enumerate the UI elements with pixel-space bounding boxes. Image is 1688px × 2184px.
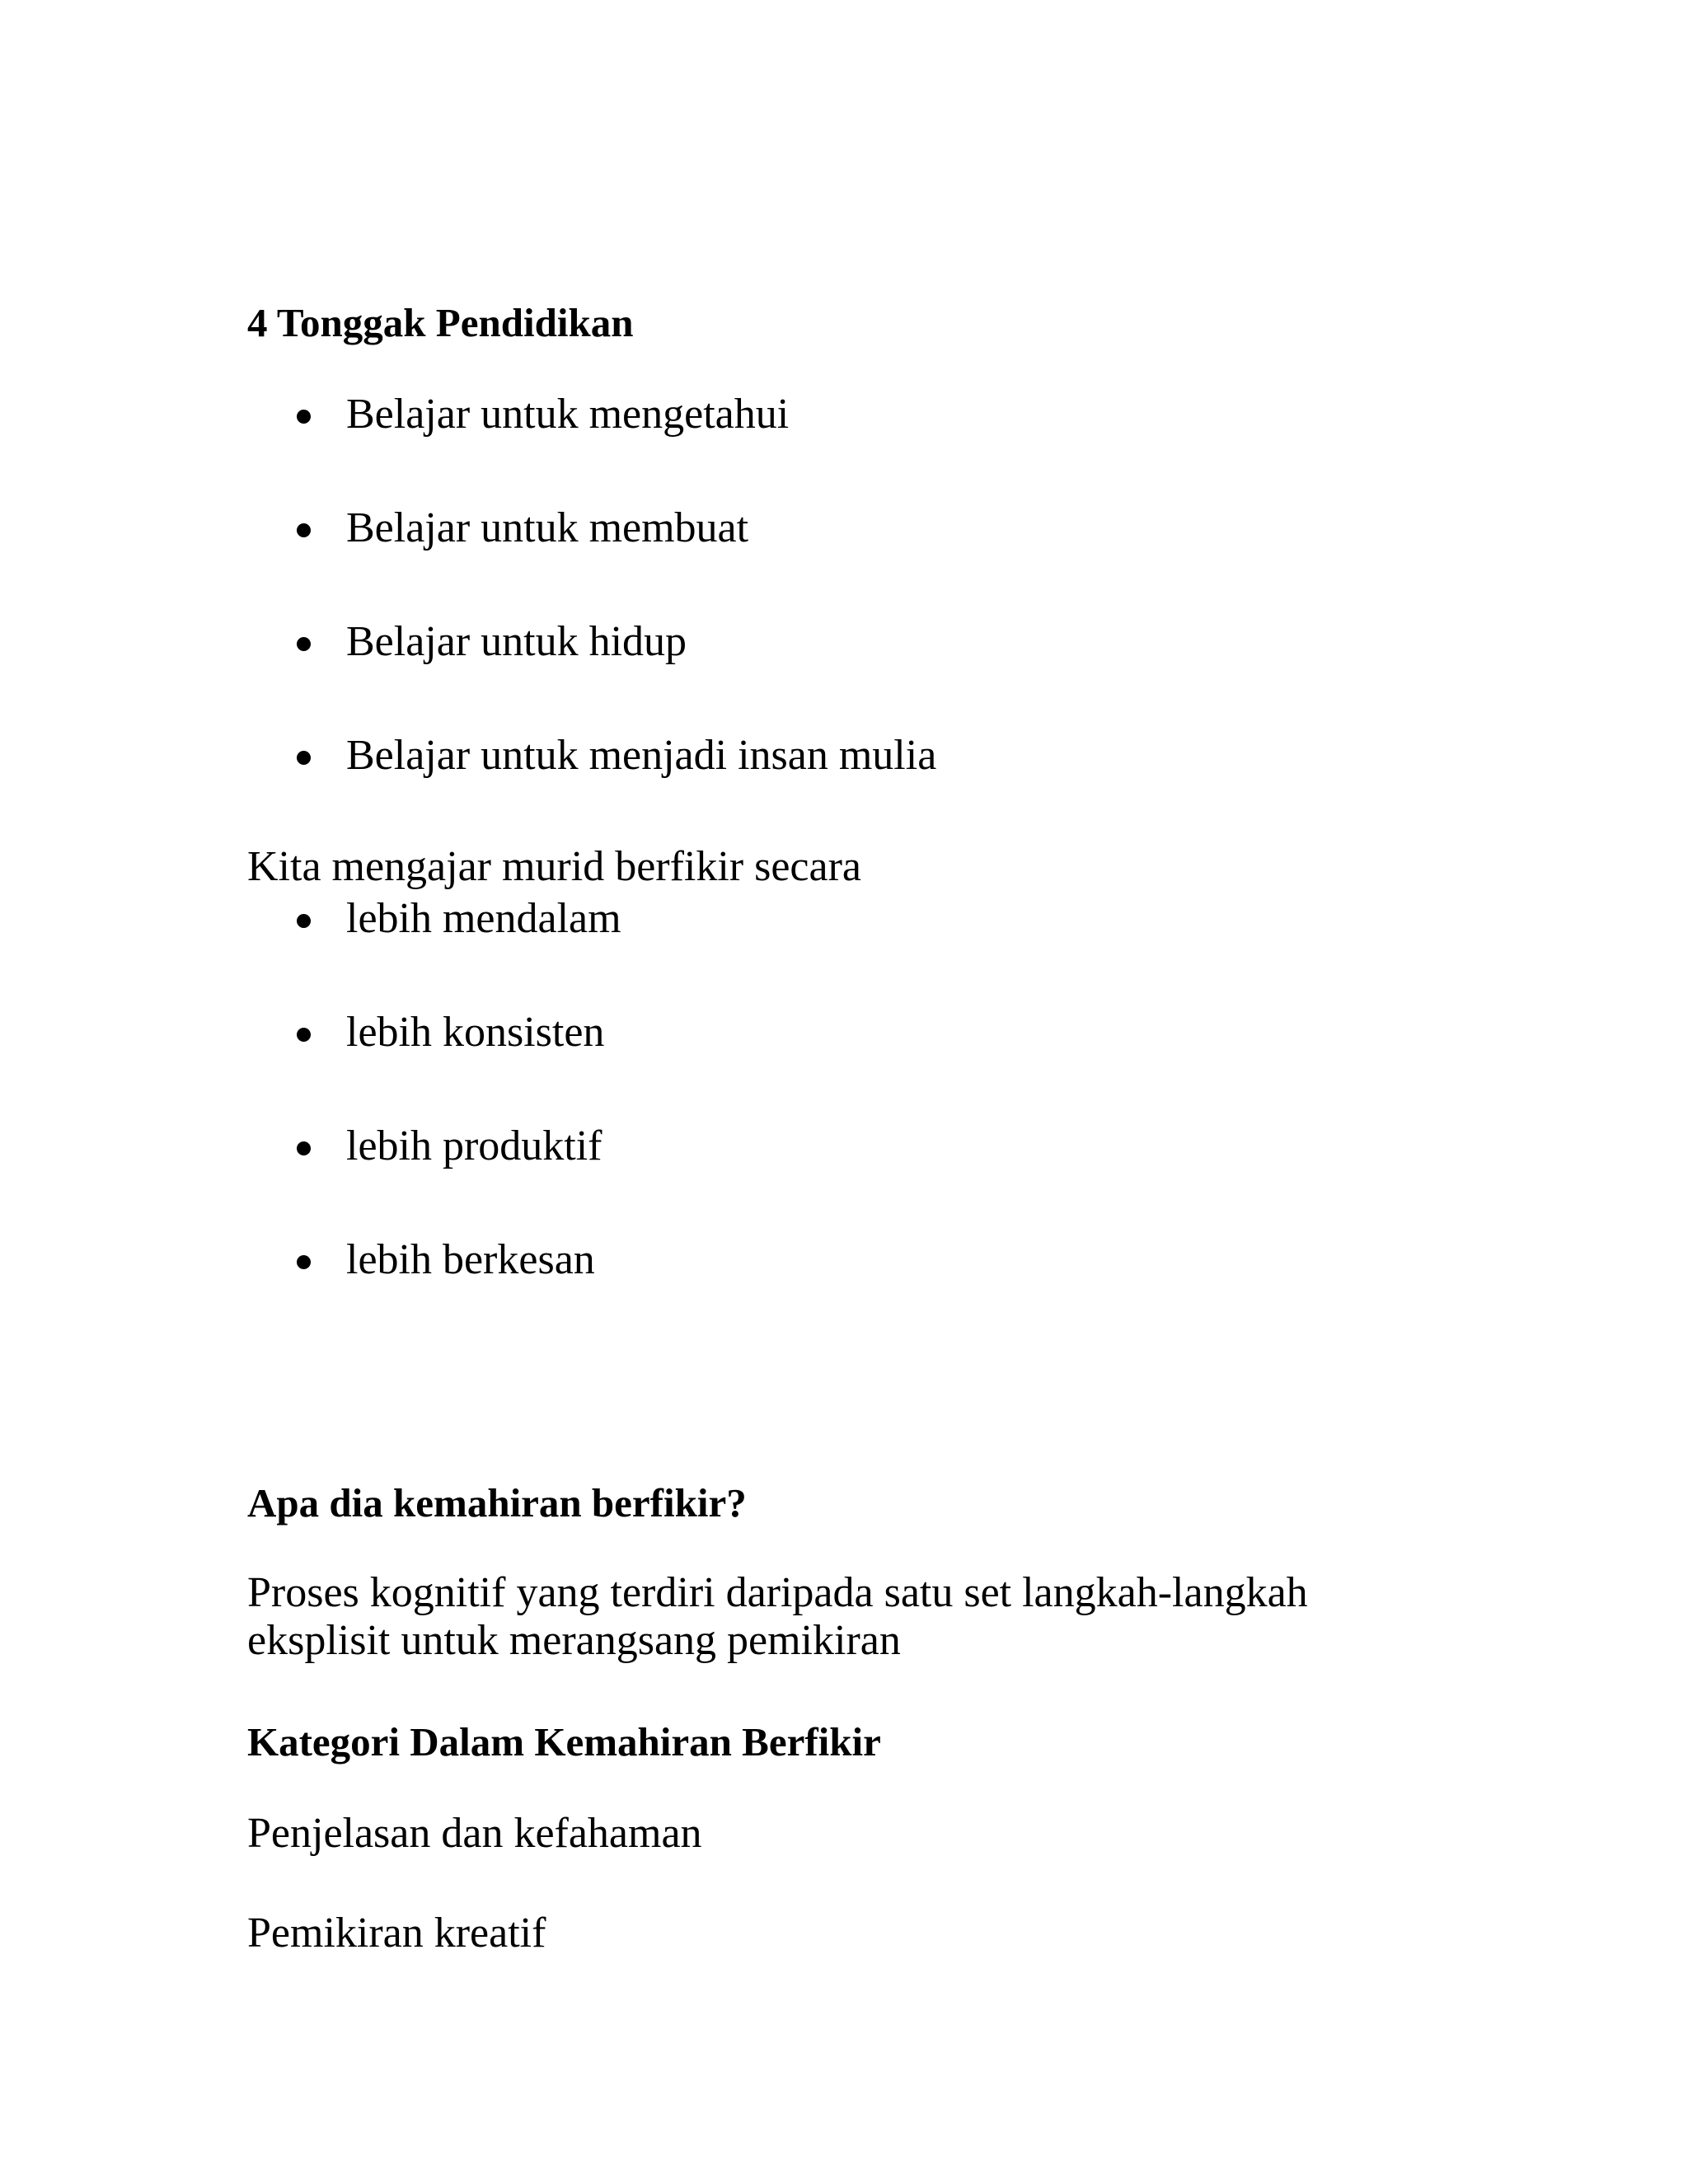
intro-text: Kita mengajar murid berfikir secara [247,843,861,890]
list-item-text: lebih mendalam [346,895,621,942]
section-heading-kategori: Kategori Dalam Kemahiran Berfikir [247,1719,881,1765]
section-heading-tonggak: 4 Tonggak Pendidikan [247,300,634,345]
bullet-icon [297,914,311,928]
bullet-icon [297,637,311,651]
list-item-text: lebih produktif [346,1122,603,1169]
bullet-icon [297,1255,311,1269]
list-item-text: lebih konsisten [346,1009,605,1056]
category-line: Penjelasan dan kefahaman [247,1810,702,1857]
bullet-icon [297,523,311,537]
category-line: Pemikiran kreatif [247,1910,546,1957]
section-heading-kemahiran: Apa dia kemahiran berfikir? [247,1480,747,1526]
list-item-text: Belajar untuk membuat [346,504,749,551]
paragraph-line: eksplisit untuk merangsang pemikiran [247,1617,901,1664]
bullet-icon [297,410,311,424]
list-item-text: Belajar untuk hidup [346,618,687,665]
list-item-text: lebih berkesan [346,1236,595,1283]
bullet-icon [297,1141,311,1155]
bullet-icon [297,1028,311,1042]
bullet-icon [297,751,311,765]
list-item-text: Belajar untuk menjadi insan mulia [346,732,937,779]
list-item-text: Belajar untuk mengetahui [346,391,790,438]
paragraph-line: Proses kognitif yang terdiri daripada satu set langkah-langkah [247,1569,1308,1616]
